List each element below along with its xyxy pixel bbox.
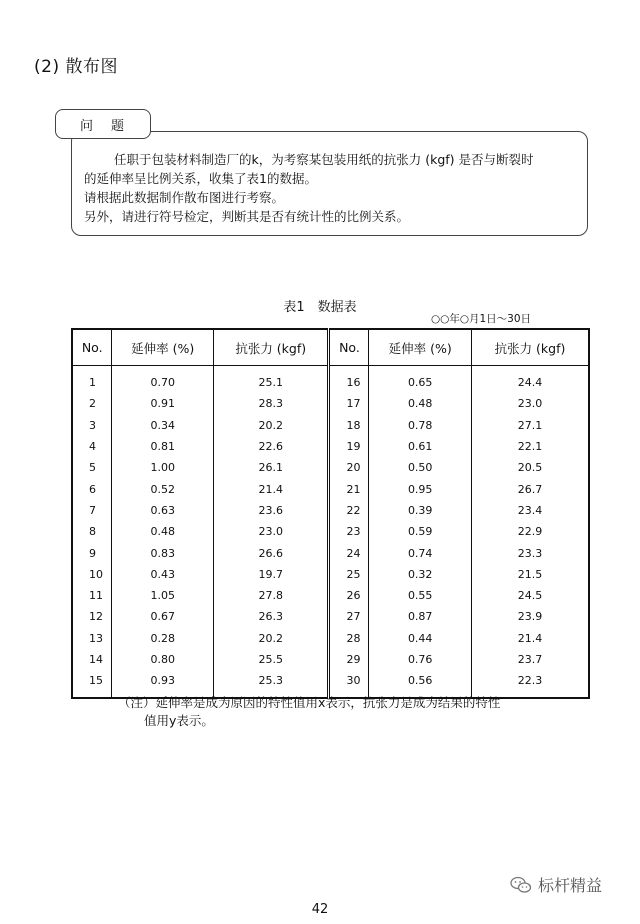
table-row xyxy=(72,366,589,394)
table-row xyxy=(72,500,589,521)
problem-tab-label: 问题 xyxy=(55,109,151,139)
table-cell: 25.3 xyxy=(213,670,329,698)
table-cell: 20.2 xyxy=(213,628,329,649)
table-row xyxy=(72,585,589,606)
table-row xyxy=(72,542,589,563)
table-cell: 23 xyxy=(329,521,369,542)
table-cell: 23.9 xyxy=(471,606,589,627)
table-cell: 0.80 xyxy=(112,649,214,670)
col-header: 延伸率 (%) xyxy=(112,329,214,366)
col-header: No. xyxy=(72,329,112,366)
table-cell: 0.39 xyxy=(369,500,472,521)
table-cell: 21.5 xyxy=(471,564,589,585)
table-cell: 27 xyxy=(329,606,369,627)
table-cell: 0.28 xyxy=(112,628,214,649)
problem-line: 的延伸率呈比例关系，收集了表1的数据。 xyxy=(84,171,317,186)
table-cell: 0.56 xyxy=(369,670,472,698)
table-cell: 1.05 xyxy=(112,585,214,606)
table-cell: 22.9 xyxy=(471,521,589,542)
wechat-icon xyxy=(510,876,532,894)
table-cell: 2 xyxy=(89,397,96,411)
table-cell: 0.61 xyxy=(369,436,472,457)
problem-text xyxy=(84,150,584,226)
table-cell: 27.1 xyxy=(471,415,589,436)
table-row xyxy=(72,393,589,414)
table-cell: 0.76 xyxy=(369,649,472,670)
table-cell: 12 xyxy=(89,610,103,624)
table-cell: 23.3 xyxy=(471,542,589,563)
table-cell: 15 xyxy=(89,674,103,688)
table-cell: 22.3 xyxy=(471,670,589,698)
table-row xyxy=(72,478,589,499)
table-cell: 20 xyxy=(329,457,369,478)
table-row xyxy=(72,606,589,627)
table-cell: 1.00 xyxy=(112,457,214,478)
table-cell: 0.65 xyxy=(369,366,472,394)
table-cell: 23.7 xyxy=(471,649,589,670)
table-cell: 0.81 xyxy=(112,436,214,457)
col-header: 抗张力 (kgf) xyxy=(213,329,329,366)
table-cell: 11 xyxy=(89,589,103,603)
problem-line: 任职于包装材料制造厂的k，为考察某包装用纸的抗张力 (kgf) 是否与断裂时 xyxy=(114,152,534,167)
table-cell: 22.6 xyxy=(213,436,329,457)
table-cell: 0.70 xyxy=(112,366,214,394)
table-cell: 0.87 xyxy=(369,606,472,627)
table-cell: 0.44 xyxy=(369,628,472,649)
table-cell: 6 xyxy=(89,482,96,496)
table-cell: 23.4 xyxy=(471,500,589,521)
table-cell: 1 xyxy=(89,376,96,390)
table-date: ○○年○月1日～30日 xyxy=(431,313,532,325)
table-cell: 26 xyxy=(329,585,369,606)
table-cell: 7 xyxy=(89,503,96,517)
table-cell: 0.78 xyxy=(369,415,472,436)
table-cell: 0.34 xyxy=(112,415,214,436)
problem-line: 另外，请进行符号检定，判断其是否有统计性的比例关系。 xyxy=(84,209,410,224)
watermark xyxy=(510,873,602,896)
section-title: (2) 散布图 xyxy=(34,57,118,77)
table-cell: 28.3 xyxy=(213,393,329,414)
table-row xyxy=(72,564,589,585)
table-cell: 0.48 xyxy=(112,521,214,542)
table-cell: 24 xyxy=(329,542,369,563)
table-cell: 20.2 xyxy=(213,415,329,436)
table-cell: 0.95 xyxy=(369,478,472,499)
table-cell: 0.50 xyxy=(369,457,472,478)
table-cell: 23.0 xyxy=(213,521,329,542)
table-cell: 0.52 xyxy=(112,478,214,499)
footnote-line: （注）延伸率是成为原因的特性值用x表示，抗张力是成为结果的特性 xyxy=(118,695,501,710)
table-cell: 20.5 xyxy=(471,457,589,478)
col-header: 延伸率 (%) xyxy=(369,329,472,366)
problem-line: 请根据此数据制作散布图进行考察。 xyxy=(84,190,285,205)
table-row xyxy=(72,415,589,436)
table-cell: 10 xyxy=(89,567,103,581)
table-body xyxy=(72,366,589,699)
table-cell: 26.6 xyxy=(213,542,329,563)
table-cell: 5 xyxy=(89,461,96,475)
table-cell: 16 xyxy=(329,366,369,394)
table-cell: 17 xyxy=(329,393,369,414)
table-cell: 23.0 xyxy=(471,393,589,414)
table-cell: 0.83 xyxy=(112,542,214,563)
footnote xyxy=(118,694,558,730)
watermark-text: 标杆精益 xyxy=(538,876,603,895)
table-cell: 22.1 xyxy=(471,436,589,457)
table-cell: 0.74 xyxy=(369,542,472,563)
table-cell: 14 xyxy=(89,653,103,666)
table-cell: 0.43 xyxy=(112,564,214,585)
table-row xyxy=(72,649,589,670)
table-cell: 18 xyxy=(329,415,369,436)
footnote-line: 值用y表示。 xyxy=(144,713,214,728)
table-cell: 0.55 xyxy=(369,585,472,606)
table-row xyxy=(72,457,589,478)
table-cell: 21 xyxy=(329,478,369,499)
table-cell: 25 xyxy=(329,564,369,585)
table-cell: 19 xyxy=(329,436,369,457)
table-caption: 表1 数据表 xyxy=(283,300,357,315)
table-cell: 0.48 xyxy=(369,393,472,414)
col-header: 抗张力 (kgf) xyxy=(471,329,589,366)
table-row xyxy=(72,521,589,542)
table-header-row xyxy=(72,329,589,366)
table-cell: 22 xyxy=(329,500,369,521)
table-cell: 13 xyxy=(89,631,103,645)
table-cell: 0.59 xyxy=(369,521,472,542)
table-cell: 0.67 xyxy=(112,606,214,627)
table-cell: 27.8 xyxy=(213,585,329,606)
table-row xyxy=(72,436,589,457)
table-cell: 24.5 xyxy=(471,585,589,606)
table-cell: 9 xyxy=(89,546,96,560)
table-cell: 26.7 xyxy=(471,478,589,499)
data-table xyxy=(71,328,590,699)
table-cell: 23.6 xyxy=(213,500,329,521)
col-header: No. xyxy=(329,329,369,366)
table-cell: 29 xyxy=(329,649,369,670)
table-cell: 0.63 xyxy=(112,500,214,521)
table-cell: 0.93 xyxy=(112,670,214,698)
table-cell: 0.32 xyxy=(369,564,472,585)
table-cell: 4 xyxy=(89,440,96,454)
table-cell: 8 xyxy=(89,525,96,539)
table-cell: 21.4 xyxy=(213,478,329,499)
table-cell: 28 xyxy=(329,628,369,649)
page-number: 42 xyxy=(311,902,329,917)
table-row xyxy=(72,628,589,649)
table-cell: 3 xyxy=(89,418,96,432)
table-cell: 19.7 xyxy=(213,564,329,585)
table-cell: 25.1 xyxy=(213,366,329,394)
table-cell: 25.5 xyxy=(213,649,329,670)
table-cell: 26.3 xyxy=(213,606,329,627)
table-cell: 21.4 xyxy=(471,628,589,649)
table-cell: 30 xyxy=(329,670,369,698)
table-cell: 26.1 xyxy=(213,457,329,478)
table-cell: 24.4 xyxy=(471,366,589,394)
table-cell: 0.91 xyxy=(112,393,214,414)
